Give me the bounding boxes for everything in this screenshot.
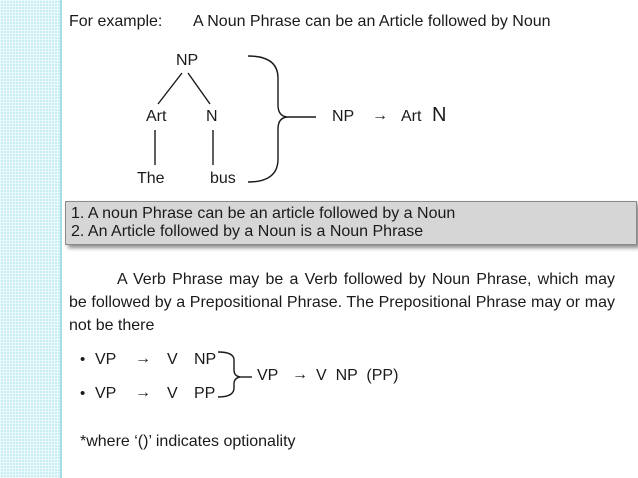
example-label: For example: bbox=[69, 13, 163, 30]
bullet-1-dot: • bbox=[80, 351, 86, 368]
tree-brace bbox=[248, 56, 287, 182]
rule1-arrow-icon: → bbox=[372, 107, 388, 124]
bullet-1-arrow-icon: → bbox=[135, 350, 151, 367]
vp-paragraph: A Verb Phrase may be a Verb followed by Noun Phrase, which may be followed by a Prepositional Phrase. The Prepositional Phrase may or may not be there bbox=[69, 271, 615, 334]
tree-root-np: NP bbox=[176, 52, 199, 69]
bullet-2-obj: PP bbox=[194, 385, 216, 402]
tree-leaf-the: The bbox=[137, 170, 165, 187]
rule1-rhs-art: Art bbox=[401, 108, 422, 125]
tree-leaf-bus: bus bbox=[210, 170, 236, 187]
optionality-footnote: *where ‘()’ indicates optionality bbox=[80, 433, 296, 450]
vp-brace bbox=[218, 352, 240, 397]
tree-node-n: N bbox=[206, 108, 218, 125]
bullet-1-v: V bbox=[167, 351, 178, 368]
tree-node-art: Art bbox=[146, 108, 167, 125]
bullet-2-dot: • bbox=[80, 385, 86, 402]
rule1-lhs: NP bbox=[332, 108, 355, 125]
bullet-2-arrow-icon: → bbox=[135, 384, 151, 401]
example-text: A Noun Phrase can be an Article followed by Noun bbox=[193, 13, 551, 30]
summary-line-2: 2. An Article followed by a Noun is a Noun Phrase bbox=[71, 223, 424, 240]
summary-box bbox=[65, 201, 637, 245]
bullet-2-v: V bbox=[167, 385, 178, 402]
rule2-arrow-icon: → bbox=[292, 366, 308, 383]
bullet-1-lhs: VP bbox=[95, 351, 117, 368]
rule1-rhs-n: N bbox=[432, 104, 447, 126]
rule2-lhs: VP bbox=[257, 367, 279, 384]
tree-edge-np-art bbox=[158, 73, 182, 104]
summary-line-1: 1. A noun Phrase can be an article followed by a Noun bbox=[71, 205, 456, 222]
bullet-1-obj: NP bbox=[194, 351, 217, 368]
tree-edge-np-n bbox=[188, 73, 210, 104]
bullet-2-lhs: VP bbox=[95, 385, 117, 402]
rule2-rhs: V NP (PP) bbox=[316, 367, 399, 384]
